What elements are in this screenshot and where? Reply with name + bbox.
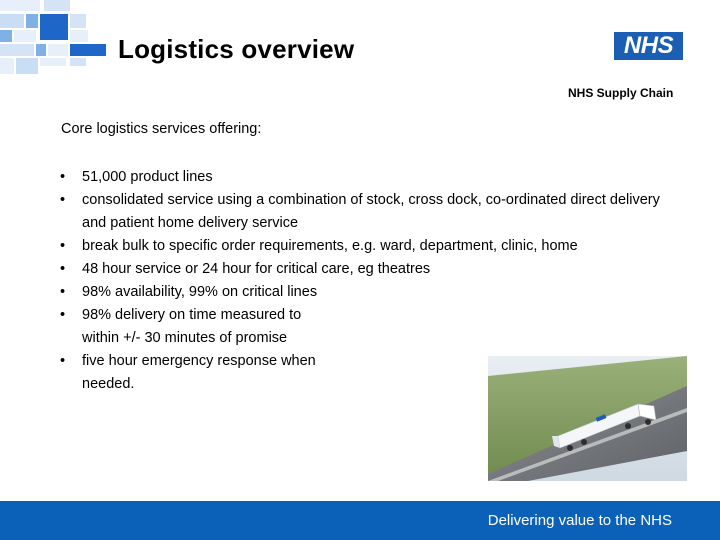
- list-item: [60, 189, 680, 235]
- list-item: [60, 235, 680, 258]
- bullet-icon: •: [60, 261, 66, 277]
- nhs-logo: [614, 32, 683, 60]
- brand-subtitle: NHS Supply Chain: [568, 86, 674, 100]
- bullet-icon: •: [60, 238, 66, 254]
- slide-title: Logistics overview: [118, 34, 355, 64]
- list-item-text: 48 hour service or 24 hour for critical care, eg theatres: [82, 261, 431, 277]
- list-item-text: 98% delivery on time measured to within +/- 30 minutes of promise: [82, 307, 302, 346]
- list-item-text: 98% availability, 99% on critical lines: [82, 284, 318, 300]
- footer-bar: [0, 501, 720, 540]
- bullet-icon: •: [60, 192, 66, 208]
- bullet-icon: •: [60, 307, 66, 323]
- truck-illustration: [488, 356, 687, 481]
- decorative-mosaic: [0, 0, 110, 80]
- list-item: [60, 281, 680, 304]
- list-item: [60, 350, 332, 396]
- intro-text: Core logistics services offering:: [61, 121, 262, 137]
- delivery-truck-photo: [488, 356, 687, 481]
- list-item: [60, 258, 680, 281]
- list-item: [60, 304, 332, 350]
- list-item-text: 51,000 product lines: [82, 169, 213, 185]
- bullet-icon: •: [60, 284, 66, 300]
- list-item-text: five hour emergency response when needed.: [82, 353, 316, 392]
- list-item-text: consolidated service using a combination of stock, cross dock, co-ordinated direct delivery and patient home delivery service: [82, 192, 660, 231]
- list-item-text: break bulk to specific order requirements, e.g. ward, department, clinic, home: [82, 238, 578, 254]
- nhs-logo-text: NHS: [623, 32, 674, 59]
- bullet-icon: •: [60, 353, 66, 369]
- bullet-icon: •: [60, 169, 66, 185]
- list-item: [60, 166, 680, 189]
- footer-tagline: Delivering value to the NHS: [487, 512, 672, 529]
